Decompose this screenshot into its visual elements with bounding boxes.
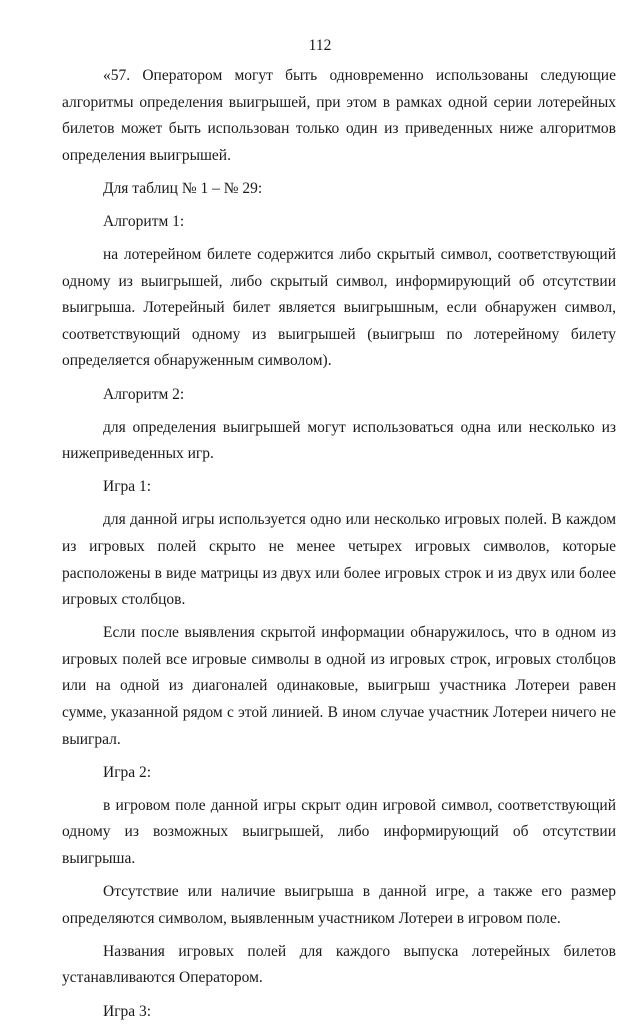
paragraph-algorithm-2-text: для определения выигрышей могут использоваться одна или несколько из нижеприведенных игр. (62, 415, 616, 468)
document-body (62, 63, 616, 1025)
paragraph-game-2-result: Отсутствие или наличие выигрыша в данной игре, а также его размер определяются символом, выявленным участником Лотереи в игровом поле. (62, 879, 616, 932)
paragraph-game-2-heading: Игра 2: (62, 760, 616, 787)
paragraph-game-1-rules: Если после выявления скрытой информации обнаружилось, что в одном из игровых полей все игровые символы в одной из игровых строк, игровых столбцов или на одной из диагоналей одинаковые, выигрыш участника Лотереи равен сумме, указанной рядом с этой линией. В ином случае участник Лотереи ничего не выиграл. (62, 620, 616, 753)
paragraph-clause-57: «57. Оператором могут быть одновременно использованы следующие алгоритмы определения выигрышей, при этом в рамках одной серии лотерейных билетов может быть использован только один из приведенных ниже алгоритмов определения выигрышей. (62, 63, 616, 169)
paragraph-game-3-heading: Игра 3: (62, 999, 616, 1025)
paragraph-algorithm-1-text: на лотерейном билете содержится либо скрытый символ, соответствующий одному из выигрышей, либо скрытый символ, информирующий об отсутствии выигрыша. Лотерейный билет является выигрышным, если обнаружен символ, соответствующий одному из выигрышей (выигрыш по лотерейному билету определяется обнаруженным символом). (62, 242, 616, 375)
paragraph-tables-heading: Для таблиц № 1 – № 29: (62, 176, 616, 203)
page-number: 112 (0, 37, 640, 55)
paragraph-algorithm-1-heading: Алгоритм 1: (62, 209, 616, 236)
paragraph-game-1-text: для данной игры используется одно или несколько игровых полей. В каждом из игровых полей скрыто не менее четырех игровых символов, которые расположены в виде матрицы из двух или более игровых строк и из двух или более игровых столбцов. (62, 507, 616, 613)
paragraph-game-2-text: в игровом поле данной игры скрыт один игровой символ, соответствующий одному из возможных выигрышей, либо информирующий об отсутствии выигрыша. (62, 793, 616, 873)
paragraph-field-names: Названия игровых полей для каждого выпуска лотерейных билетов устанавливаются Оператором. (62, 939, 616, 992)
paragraph-game-1-heading: Игра 1: (62, 474, 616, 501)
paragraph-algorithm-2-heading: Алгоритм 2: (62, 382, 616, 409)
